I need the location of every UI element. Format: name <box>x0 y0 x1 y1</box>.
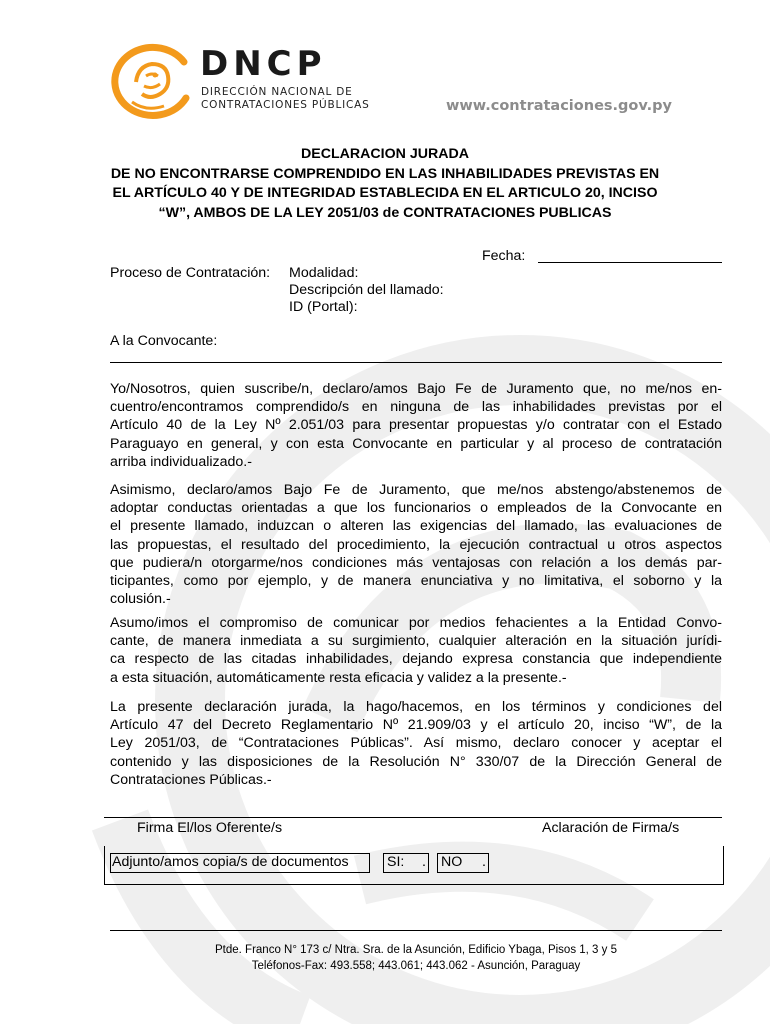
title-line-3: EL ARTÍCULO 40 Y DE INTEGRIDAD ESTABLECIDA EN EL ARTICULO 20, INCISO <box>112 185 658 202</box>
title-line-2: DE NO ENCONTRARSE COMPRENDIDO EN LAS INHABILIDADES PREVISTAS EN <box>110 165 660 182</box>
adjunto-label: Adjunto/amos copia/s de documentos <box>112 854 349 870</box>
si-label: SI: <box>387 854 405 870</box>
adjunto-label-box <box>110 853 370 873</box>
si-value: . <box>422 854 426 870</box>
descripcion-label: Descripción del llamado: <box>289 282 444 298</box>
convocante-label: A la Convocante: <box>110 333 218 349</box>
signature-line[interactable] <box>104 817 722 818</box>
no-label: NO <box>441 854 463 870</box>
aclaracion-label: Aclaración de Firma/s <box>542 820 680 836</box>
fecha-label: Fecha: <box>482 248 526 264</box>
firma-label: Firma El/los Oferente/s <box>137 820 283 836</box>
footer-phones: Teléfonos-Fax: 493.558; 443.061; 443.062 - Asunción, Paraguay <box>251 960 581 972</box>
paragraph-4: La presente declaración jurada, la hago/hacemos, en los términos y condiciones del Artículo 47 del Decreto Reglamentario Nº 21.909/03 y el artículo 20, inciso “W”, de la Ley 2051/03, de “Contrataciones Públicas”. Así mismo, declaro conocer y aceptar el contenido y las disposiciones de la Resolución N° 330/07 de la Dirección General de Contrataciones Públicas.- <box>110 699 722 788</box>
paragraph-3: Asumo/imos el compromiso de comunicar por medios fehacientes a la Entidad Convo- cante, de manera inmediata a su surgimiento, cualquier alteración en la situación jurídi- ca respecto de las citadas inhabilidades, dejando expresa constancia que independiente a esta situación, automáticamente resta eficacia y validez a la presente.- <box>110 615 722 686</box>
footer-address: Ptde. Franco N° 173 c/ Ntra. Sra. de la Asunción, Edificio Ybaga, Pisos 1, 3 y 5 <box>215 944 617 956</box>
brand-subtitle-line2: CONTRATACIONES PÚBLICAS <box>201 99 370 111</box>
paragraph-2: Asimismo, declaro/amos Bajo Fe de Juramento, que me/nos abstengo/abstenemos de adoptar conductas orientadas a que los funcionarios o empleados de la Convocante en el presente llamado, induzcan o alteren las exigencias del llamado, las evaluaciones de las propuestas, el resultado del procedimiento, la ejecución contractual u otros aspectos que pudiera/n otorgarme/nos condiciones más ventajosas con relación a los demás par- ticipantes, como por ejemplo, y de manera enunciativa y no limitativa, el soborno y la colusión.- <box>110 482 722 608</box>
website-url: www.contrataciones.gov.py <box>445 98 672 114</box>
document-title <box>104 145 666 223</box>
dncp-lion-logo-icon <box>106 42 196 122</box>
fecha-field[interactable] <box>538 262 722 263</box>
brand-name: DNCP <box>200 44 327 84</box>
si-checkbox[interactable] <box>383 853 429 873</box>
title-line-1: DECLARACION JURADA <box>301 146 469 162</box>
no-value: . <box>482 854 486 870</box>
convocante-field[interactable] <box>110 362 722 363</box>
title-line-4: “W”, AMBOS DE LA LEY 2051/03 de CONTRATACIONES PUBLICAS <box>158 204 612 221</box>
paragraph-1: Yo/Nosotros, quien suscribe/n, declaro/amos Bajo Fe de Juramento que, no me/nos en- cuentro/encontramos comprendido/s en ninguna de las inhabilidades previstas por el Artículo 40 de la Ley Nº 2.051/03 para presentar propuestas y/o contratar con el Estado Paraguayo en general, y con esta Convocante en particular y al proceso de contratación arriba individualizado.- <box>110 381 722 470</box>
footer-divider <box>110 930 722 931</box>
no-checkbox[interactable] <box>437 853 489 873</box>
proceso-label: Proceso de Contratación: <box>110 265 271 281</box>
modalidad-label: Modalidad: <box>289 265 359 281</box>
id-portal-label: ID (Portal): <box>289 299 358 315</box>
brand-subtitle-line1: DIRECCIÓN NACIONAL DE <box>201 86 353 98</box>
